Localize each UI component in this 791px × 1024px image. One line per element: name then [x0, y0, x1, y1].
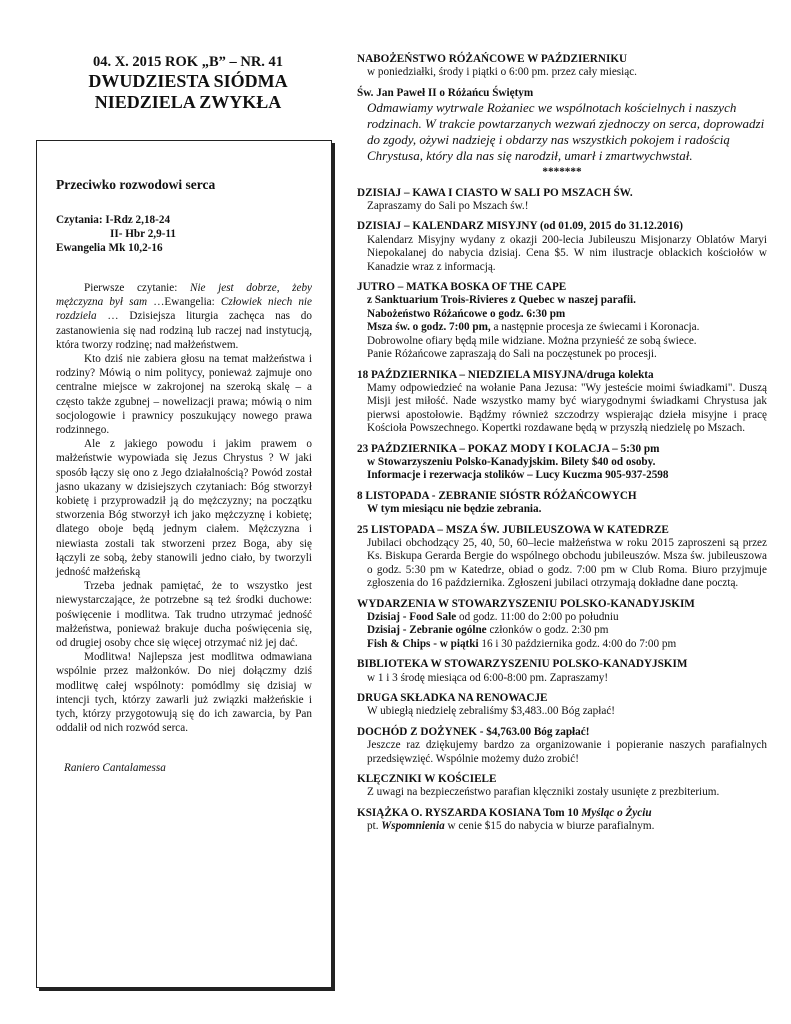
homily-paragraph: Modlitwa! Najlepsza jest modlitwa odmawiana wspólnie przez małżonków. Do niej dołączmy dziś modlitwę całej wspólnoty: pomódlmy się dzisiaj w intencji tych, którzy zawarli już związki małżeńskie i tych, którzy przygotowują się do ich zawarcia, by Pan oddalił od nich rozwód serca.: [56, 651, 312, 735]
book-subtitle: Wspomnienia: [381, 820, 445, 833]
separator-stars: *******: [542, 166, 582, 179]
announcement-kneelers: [357, 773, 767, 800]
announcement-text: [357, 624, 767, 637]
announcement-tomorrow: [357, 281, 767, 361]
announcement-coffee: [357, 187, 767, 214]
announcement-heading: BIBLIOTEKA W STOWARZYSZENIU POLSKO-KANADYJSKIM: [357, 658, 688, 671]
announcement-text: Jeszcze raz dziękujemy bardzo za organizowanie i popieranie naszych parafialnych przedsięwzięć. Wspólnie możemy dużo zrobić!: [367, 739, 767, 765]
announcement-sisters: [357, 490, 767, 517]
announcement-text: Zapraszamy do Sali po Mszach św.!: [367, 200, 529, 213]
reading-first: Czytania: I-Rdz 2,18-24: [56, 214, 171, 226]
announcement-text: Dobrowolne ofiary będą mile widziane. Można przynieść ze sobą świece.: [367, 334, 697, 347]
homily-paragraph: Kto dziś nie zabiera głosu na temat małżeństwa i rodziny? Mówią o nim politycy, ponieważ zajmuje ono centralne miejsce w zakrojonej na szeroką skalę – a często także zgubnej – nowelizacji prawa; mówią o nim socjologowie i prawnicy poszukujący nowego prawa rodzinnego.: [56, 353, 312, 437]
announcement-heading: DRUGA SKŁADKA NA RENOWACJE: [357, 692, 548, 705]
announcement-text: W ubiegłą niedzielę zebraliśmy $3,483..00 Bóg zapłać!: [367, 705, 616, 718]
announcement-library: [357, 658, 767, 685]
announcement-text: [357, 611, 767, 624]
announcement-heading: DZISIAJ – KALENDARZ MISYJNY (od 01.09, 2015 do 31.12.2016): [357, 220, 683, 233]
homily-paragraph: Trzeba jednak pamiętać, że to wszystko jest niewystarczające, że potrzebne są też środki duchowe: poświęcenie i modlitwa. Tak trudno utrzymać jedność małżeństwa, ponieważ brakuje ducha poświęcenia się, od drugiej osoby chce się więcej otrzymać niż jej dać.: [56, 580, 312, 650]
announcement-heading: 8 LISTOPADA - ZEBRANIE SIÓSTR RÓŻAŃCOWYCH: [357, 489, 637, 502]
text-run: od godz. 11:00 do 2:00 po południu: [456, 611, 619, 623]
announcement-harvest: [357, 726, 767, 766]
reading-gospel: Ewangelia Mk 10,2-16: [56, 242, 163, 254]
readings: [56, 213, 312, 255]
homily-title: Przeciwko rozwodowi serca: [56, 177, 216, 192]
text-run: Dzisiaj - Food Sale: [367, 611, 457, 623]
announcement-jubilee: [357, 524, 767, 591]
announcement-mission: [357, 369, 767, 436]
jp2-quote: Odmawiamy wytrwale Rożaniec we wspólnotach kościelnych i naszych rodzinach. W trakcie powtarzanych wezwań zjednoczy on serca, doprowadzi do zgody, ożywi nadzieję i obdarzy nas wszystkich pokojem i radością Chrystusa, który dla nas się narodził, umarł i zmartwychwstał.: [367, 100, 765, 164]
announcement-text: z Sanktuarium Trois-Rivieres z Quebec w naszej parafii.: [367, 294, 636, 307]
announcement-text: Z uwagi na bezpieczeństwo parafian klęczniki zostały usunięte z prezbiterium.: [367, 786, 720, 799]
announcement-heading: JUTRO – MATKA BOSKA OF THE CAPE: [357, 281, 567, 294]
announcement-jp2: [357, 87, 767, 180]
announcement-heading: NABOŻEŃSTWO RÓŻAŃCOWE W PAŹDZIERNIKU: [357, 53, 628, 65]
announcement-heading: DZISIAJ – KAWA I CIASTO W SALI PO MSZACH ŚW.: [357, 186, 633, 199]
announcement-text: w 1 i 3 środę miesiąca od 6:00-8:00 pm. Zapraszamy!: [367, 671, 609, 684]
homily-author: Raniero Cantalamessa: [64, 761, 166, 774]
book-title: Myśląc o Życiu: [581, 806, 652, 819]
homily-box: [36, 140, 332, 988]
announcement-events: [357, 598, 767, 652]
announcements-column: [357, 53, 767, 841]
text-run: w cenie $15 do nabycia w biurze parafialnym.: [444, 820, 655, 833]
text-run: Pierwsze czytanie:: [84, 282, 190, 294]
announcement-rosary: [357, 53, 767, 80]
reading-second: II- Hbr 2,9-11: [110, 228, 176, 240]
announcement-text: [357, 321, 767, 334]
announcement-fashion: [357, 443, 767, 483]
announcement-heading: DOCHÓD Z DOŻYNEK - $4,763.00 Bóg zapłać!: [357, 725, 590, 738]
text-run: Fish & Chips - w piątki: [367, 637, 479, 650]
announcement-heading: [357, 807, 767, 820]
announcement-text: [357, 820, 767, 833]
announcement-heading: KLĘCZNIKI W KOŚCIELE: [357, 773, 497, 786]
announcement-heading: 23 PAŹDZIERNIKA – POKAZ MODY I KOLACJA – 5:30 pm: [357, 442, 660, 455]
text-run: pt.: [367, 820, 382, 833]
sunday-title-line1: DWUDZIESTA SIÓDMA: [88, 71, 288, 91]
sunday-title-line2: NIEDZIELA ZWYKŁA: [94, 92, 282, 112]
text-run: 16 i 30 października godz. 4:00 do 7:00 pm: [478, 637, 677, 650]
quote-run: Człowiek niech nie rozdziela: [56, 296, 313, 323]
text-run: KSIĄŻKA O. RYSZARDA KOSIANA Tom 10: [357, 806, 582, 819]
homily-paragraph: Ale z jakiego powodu i jakim prawem o małżeństwie wypowiada się Jezus Chrystus ? W jaki sposób łączy się ono z Jego działalnością? Powód został jasno ukazany w dzisiejszych czytaniach: Bóg stworzył kobietę i przyprowadził ją do mężczyzny; na początku stworzenia Bóg stworzył ich jako mężczyznę i kobietę; dlatego oboje będą jednym ciałem. Mężczyzna i niewiasta zostali tak stworzeni przez Boga, aby się łączyli ze sobą, żeby stanowili jedno ciało, by tworzyli jedność małżeńską: [56, 438, 312, 579]
announcement-text: w Stowarzyszeniu Polsko-Kanadyjskim. Bilety $40 od osoby.: [367, 455, 656, 468]
announcement-book: [357, 807, 767, 834]
announcement-heading: 18 PAŹDZIERNIKA – NIEDZIELA MISYJNA/druga kolekta: [357, 368, 654, 381]
announcement-text: Informacje i rezerwacja stolików – Lucy Kuczma 905-937-2598: [367, 469, 669, 482]
announcement-text: Mamy odpowiedzieć na wołanie Pana Jezusa: "Wy jesteście moimi świadkami". Duszą Misji jest miłość. Nade wszystko mamy być wiarygodnymi świadkami Chrystusa jak pierwsi apostołowie. Bądźmy również szczodrzy wspierając dzieła misyjne i pracę Kościoła Powszechnego. Kopertki rozdawane będą w przyszłą niedzielę po Mszach.: [367, 381, 767, 435]
bulletin-header: [62, 54, 314, 113]
issue-date: 04. X. 2015 ROK „B” – NR. 41: [92, 54, 284, 70]
text-run: a następnie procesja ze świecami i Koronacja.: [490, 321, 700, 334]
announcement-heading: Św. Jan Paweł II o Różańcu Świętym: [357, 86, 534, 99]
announcement-heading: 25 LISTOPADA – MSZA ŚW. JUBILEUSZOWA W KATEDRZE: [357, 523, 669, 536]
text-run: Msza św. o godz. 7:00 pm,: [367, 321, 491, 334]
homily-body: [56, 281, 312, 736]
text-run: Dzisiaj - Zebranie ogólne: [367, 624, 487, 637]
announcement-calendar: [357, 220, 767, 274]
text-run: …Ewangelia:: [147, 296, 221, 309]
text-run: członków o godz. 2:30 pm: [486, 624, 609, 637]
announcement-text: [357, 638, 767, 651]
announcement-text: Kalendarz Misyjny wydany z okazji 200-lecia Jubileuszu Misjonarzy Oblatów Maryi Niepokalanej do nabycia dzisiaj. Cena $5. W nim ilustracje oblackich kościołów w Kanadzie wraz z informacją.: [367, 233, 767, 273]
announcement-text: Nabożeństwo Różańcowe o godz. 6:30 pm: [367, 307, 566, 320]
announcement-text: W tym miesiącu nie będzie zebrania.: [367, 503, 542, 516]
announcement-text: Jubilaci obchodzący 25, 40, 50, 60–lecie małżeństwa w roku 2015 zaproszeni są przez Ks. Biskupa Gerarda Bergie do wspólnego obchodu jubileuszów. Msza św. jubileuszowa o godz. 5:30 pm w Katedrze, obiad o godz. 7:00 pm w Club Roma. Biuro przyjmuje zgłoszenia do 16 października. Zgłoszeni jubilaci otrzymają dokładne dane pocztą.: [367, 536, 767, 590]
text-run: … Dzisiejsza liturgia zachęca nas do zastanowienia się nad rodziną lub raczej nad instytucją, która tworzy rodzinę; nad małżeństwem.: [56, 310, 312, 351]
quote-run: Nie jest dobrze, żeby mężczyzna był sam: [56, 282, 313, 309]
homily-paragraph: [56, 281, 312, 352]
announcement-text: Panie Różańcowe zapraszają do Sali na poczęstunek po procesji.: [367, 348, 657, 361]
announcement-second-collection: [357, 692, 767, 719]
announcement-heading: WYDARZENIA W STOWARZYSZENIU POLSKO-KANADYJSKIM: [357, 597, 695, 610]
announcement-text: w poniedziałki, środy i piątki o 6:00 pm. przez cały miesiąc.: [367, 66, 637, 79]
